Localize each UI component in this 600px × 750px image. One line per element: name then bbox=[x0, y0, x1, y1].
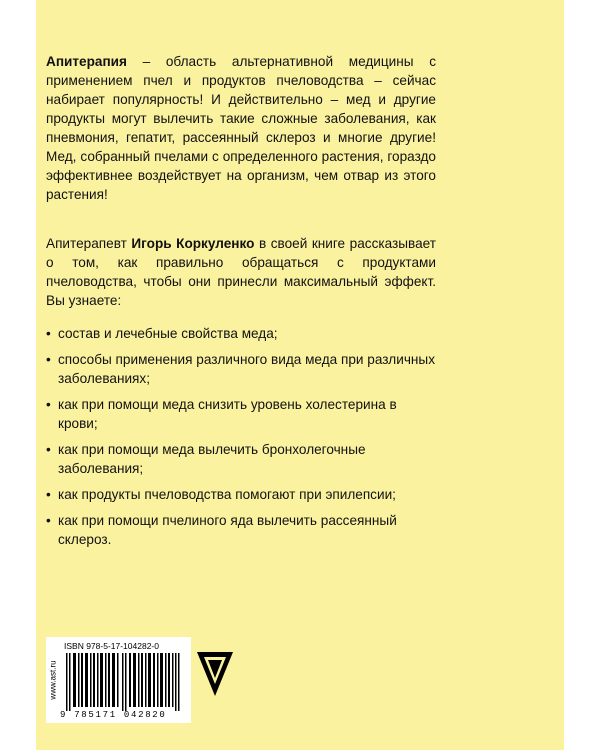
author-name: Игорь Коркуленко bbox=[131, 236, 255, 251]
bullet-icon: • bbox=[46, 326, 51, 341]
bullet-icon: • bbox=[46, 397, 51, 412]
bullet-icon: • bbox=[46, 352, 51, 367]
intro-text: – область альтернативной медицины с применением пчел и продуктов пчеловодства – сейчас набирает популярность! И действительно – мед и другие продукты могут вылечить такие сложные заболевания, как пневмония, гепатит, рассеянный склероз и многие другие! Мед, собранный пчелами с определенного растения, гораздо эффективнее воздействует на организм, чем отвар из этого растения! bbox=[46, 54, 436, 202]
apitherapy-term: Апитерапия bbox=[46, 54, 127, 69]
list-item: • состав и лечебные свойства меда; bbox=[46, 326, 278, 341]
barcode-icon bbox=[66, 653, 186, 711]
barcode-digits: 9 785171 042820 bbox=[60, 710, 167, 720]
description-text bbox=[46, 52, 436, 556]
list-item: • способы применения различного вида меда при различных заболеваниях; bbox=[46, 352, 435, 386]
author-text: в своей книге рассказывает о том, как правильно обращаться с продуктами пчеловодства, чтобы они принесли максимальный эффект. Вы узнаете: bbox=[46, 236, 436, 308]
barcode-label bbox=[46, 637, 191, 723]
bullet-icon: • bbox=[46, 513, 51, 528]
isbn-number: ISBN 978-5-17-104282-0 bbox=[64, 641, 159, 651]
bullet-icon: • bbox=[46, 442, 51, 457]
list-item: • как при помощи пчелиного яда вылечить рассеянный склероз. bbox=[46, 513, 397, 547]
list-item: • как при помощи меда снизить уровень холестерина в крови; bbox=[46, 397, 397, 431]
intro-paragraph bbox=[46, 52, 436, 204]
list-item: • как продукты пчеловодства помогают при эпилепсии; bbox=[46, 487, 396, 502]
publisher-logo-icon bbox=[195, 650, 235, 698]
website-url: www.ast.ru bbox=[48, 660, 58, 700]
author-paragraph bbox=[46, 234, 436, 310]
list-item: • как при помощи меда вылечить бронхолегочные заболевания; bbox=[46, 442, 366, 476]
bullet-icon: • bbox=[46, 487, 51, 502]
benefit-list bbox=[46, 324, 436, 549]
author-prefix: Апитерапевт bbox=[46, 236, 132, 251]
